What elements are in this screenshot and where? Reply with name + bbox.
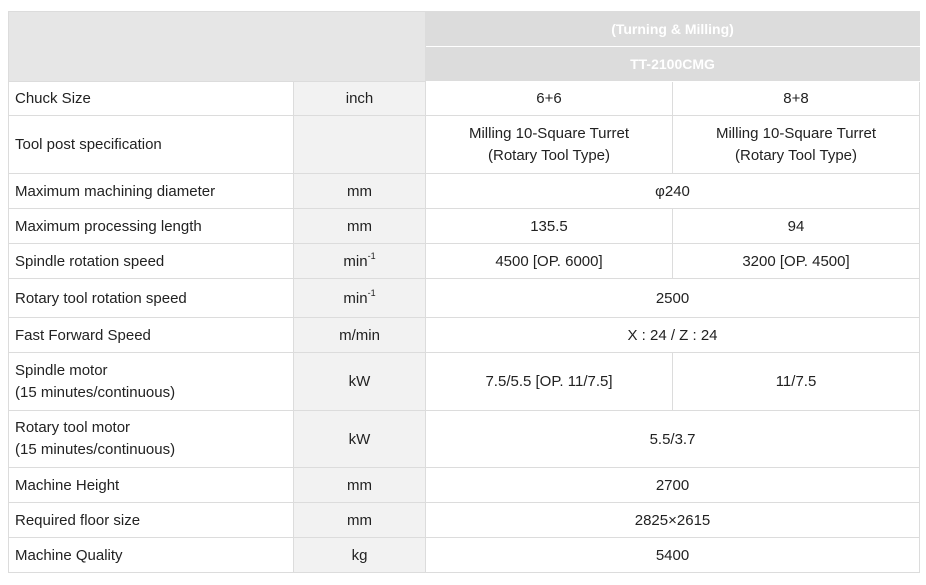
- spec-unit-text: kW: [348, 373, 371, 390]
- spec-unit-superscript: -1: [367, 287, 376, 298]
- spec-row: [9, 244, 920, 279]
- spec-unit: [294, 174, 426, 209]
- header-row-category: [9, 12, 920, 47]
- spec-row: [9, 353, 920, 411]
- spec-unit-text: mm: [347, 217, 372, 235]
- spec-value: Milling 10-Square Turret (Rotary Tool Type): [426, 116, 673, 174]
- spec-unit: [294, 538, 426, 573]
- spec-label: Maximum machining diameter: [9, 174, 294, 209]
- spec-unit-text: min: [343, 289, 368, 307]
- spec-label: Maximum processing length: [9, 209, 294, 244]
- spec-row: [9, 468, 920, 503]
- spec-value: 2500: [426, 279, 920, 318]
- spec-unit: [294, 244, 426, 279]
- spec-value: 2700: [426, 468, 920, 503]
- spec-unit-text: mm: [347, 182, 372, 200]
- header-corner-cell: [9, 12, 426, 82]
- spec-unit-text: kW: [348, 430, 371, 448]
- spec-value: 8+8: [673, 82, 920, 116]
- spec-unit-text: min: [343, 252, 368, 270]
- spec-unit-superscript: -1: [367, 250, 376, 261]
- spec-unit: [294, 318, 426, 353]
- spec-unit: [294, 116, 426, 174]
- spec-unit: [294, 353, 426, 411]
- spec-unit: [294, 209, 426, 244]
- spec-value: 5.5/3.7: [426, 411, 920, 468]
- spec-row: [9, 82, 920, 116]
- spec-table: [8, 11, 920, 573]
- spec-row: [9, 209, 920, 244]
- spec-value: 6+6: [426, 82, 673, 116]
- spec-unit: [294, 82, 426, 116]
- spec-unit-text: mm: [347, 511, 372, 529]
- spec-value: X : 24 / Z : 24: [426, 318, 920, 353]
- spec-unit-text: kg: [351, 546, 368, 564]
- spec-value: 5400: [426, 538, 920, 573]
- spec-label: Fast Forward Speed: [9, 318, 294, 353]
- spec-label: Spindle motor (15 minutes/continuous): [9, 353, 294, 411]
- spec-label: Rotary tool rotation speed: [9, 279, 294, 318]
- spec-table-body: [9, 12, 920, 573]
- spec-label: Required floor size: [9, 503, 294, 538]
- spec-value: 7.5/5.5 [OP. 11/7.5]: [426, 353, 673, 411]
- spec-row: [9, 116, 920, 174]
- spec-unit: [294, 411, 426, 468]
- spec-unit: [294, 279, 426, 318]
- spec-unit-text: inch: [345, 90, 374, 107]
- spec-value: 11/7.5: [673, 353, 920, 411]
- spec-label: Rotary tool motor (15 minutes/continuous): [9, 411, 294, 468]
- spec-unit-text: m/min: [339, 326, 380, 344]
- spec-label: Tool post specification: [9, 116, 294, 174]
- spec-row: [9, 318, 920, 353]
- spec-row: [9, 538, 920, 573]
- spec-value: 94: [673, 209, 920, 244]
- spec-value: Milling 10-Square Turret (Rotary Tool Type): [673, 116, 920, 174]
- spec-row: [9, 411, 920, 468]
- spec-label: Machine Quality: [9, 538, 294, 573]
- spec-label: Chuck Size: [9, 82, 294, 116]
- spec-value: 3200 [OP. 4500]: [673, 244, 920, 279]
- header-model: TT-2100CMG: [426, 47, 920, 82]
- spec-row: [9, 279, 920, 318]
- header-category: (Turning & Milling): [426, 12, 920, 47]
- spec-label: Machine Height: [9, 468, 294, 503]
- spec-value: φ240: [426, 174, 920, 209]
- spec-unit: [294, 503, 426, 538]
- spec-label: Spindle rotation speed: [9, 244, 294, 279]
- spec-value: 2825×2615: [426, 503, 920, 538]
- spec-value: 135.5: [426, 209, 673, 244]
- spec-unit-text: mm: [347, 476, 372, 494]
- spec-value: 4500 [OP. 6000]: [426, 244, 673, 279]
- spec-row: [9, 174, 920, 209]
- spec-unit: [294, 468, 426, 503]
- spec-row: [9, 503, 920, 538]
